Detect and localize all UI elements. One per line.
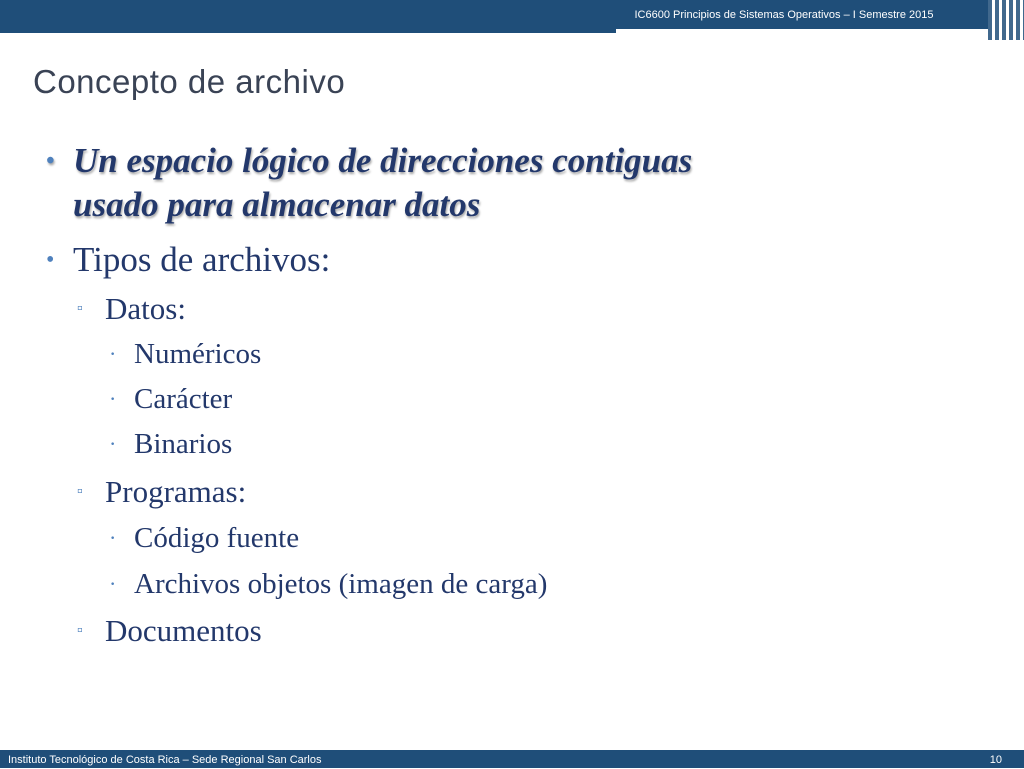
item-text: Numéricos — [134, 338, 262, 370]
bullet-definition — [46, 139, 993, 227]
sub-bullet-text: Documentos — [105, 613, 262, 648]
dot-bullet-icon: · — [109, 386, 117, 411]
item-text: Carácter — [134, 383, 233, 415]
item-codigo-fuente — [109, 520, 300, 556]
footer-bar — [0, 750, 1024, 768]
dot-bullet-icon: · — [109, 525, 117, 550]
item-text: Binarios — [134, 428, 233, 460]
slide-title: Concepto de archivo — [33, 63, 346, 100]
header-accent-strip — [0, 29, 616, 33]
square-bullet-icon: ▫ — [77, 622, 83, 639]
dot-bullet-icon: · — [109, 431, 117, 456]
bullet-dot-icon: • — [46, 247, 55, 273]
page-number: 10 — [989, 754, 1002, 766]
bullet-tipos-archivos — [46, 238, 331, 282]
definition-line-1: Un espacio lógico de direcciones contiguas — [73, 141, 693, 180]
bullet-text: Tipos de archivos: — [73, 240, 331, 279]
square-bullet-icon: ▫ — [77, 300, 83, 317]
square-bullet-icon: ▫ — [77, 483, 83, 500]
sub-bullet-datos — [77, 290, 186, 328]
sub-bullet-text: Programas: — [105, 474, 247, 509]
item-numericos — [109, 336, 262, 372]
decorative-stripes — [988, 0, 1024, 40]
item-caracter — [109, 381, 233, 417]
bullet-dot-icon: • — [46, 148, 55, 174]
sub-bullet-text: Datos: — [105, 291, 186, 326]
sub-bullet-documentos — [77, 612, 262, 650]
dot-bullet-icon: · — [109, 571, 117, 596]
item-binarios — [109, 426, 233, 462]
definition-line-2: usado para almacenar datos — [73, 185, 481, 224]
footer-institution: Instituto Tecnológico de Costa Rica – Sede Regional San Carlos — [8, 754, 322, 766]
item-text: Archivos objetos (imagen de carga) — [134, 568, 548, 600]
item-archivos-objetos — [109, 566, 548, 602]
sub-bullet-programas — [77, 473, 247, 511]
dot-bullet-icon: · — [109, 341, 117, 366]
item-text: Código fuente — [134, 522, 300, 554]
course-header-text: IC6600 Principios de Sistemas Operativos – I Semestre 2015 — [634, 9, 934, 21]
